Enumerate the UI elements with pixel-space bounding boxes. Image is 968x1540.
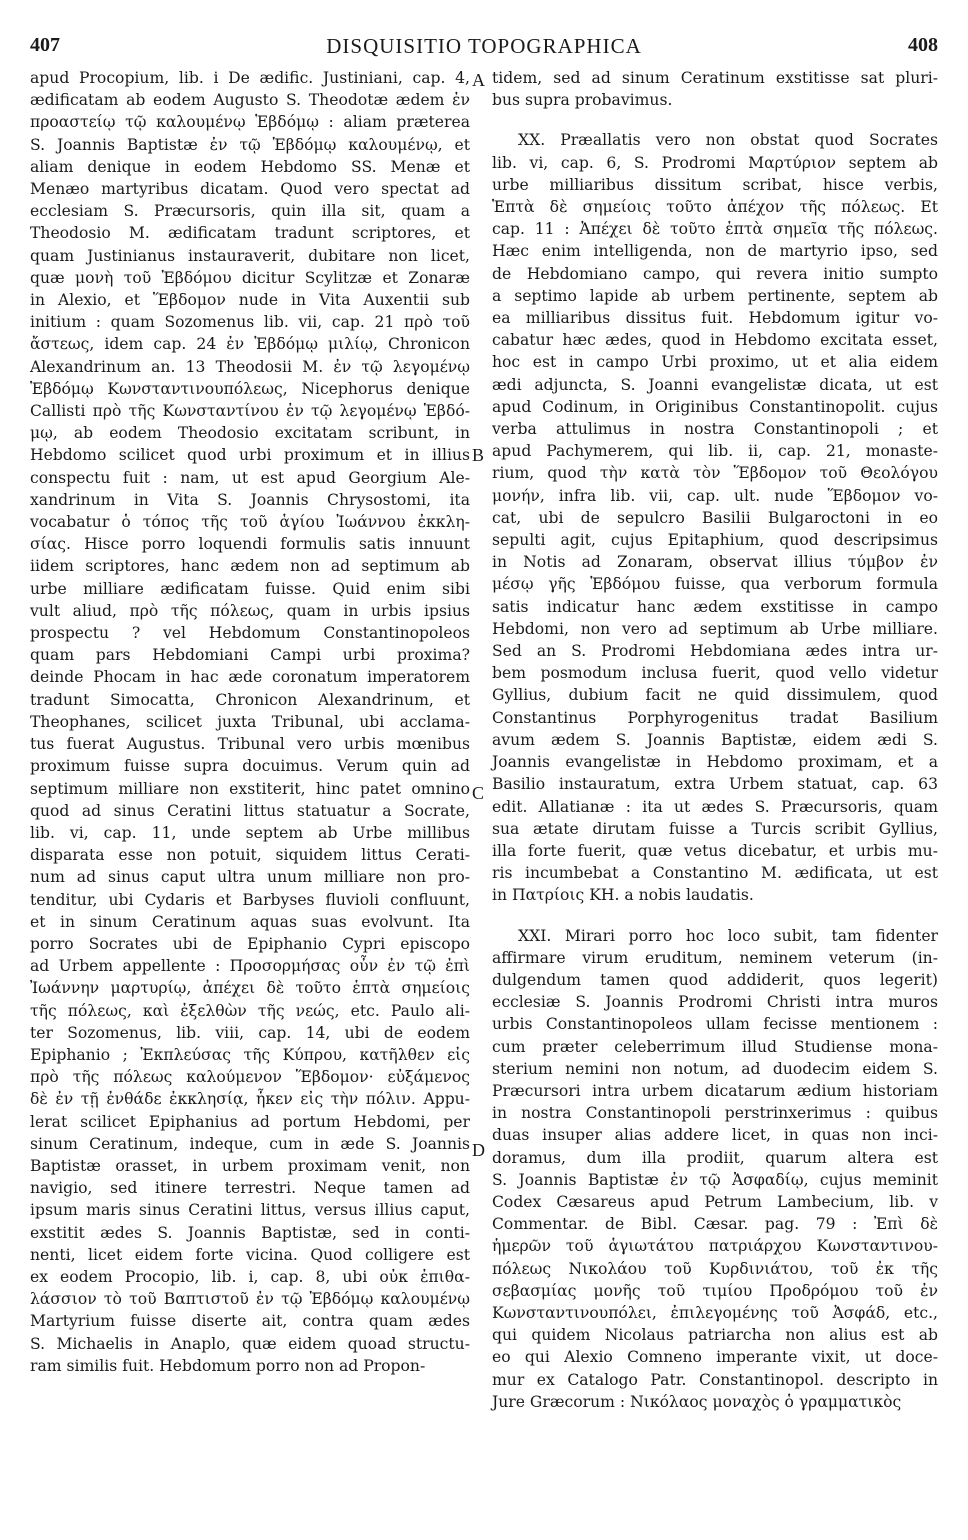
text-line: urbe milliaribus dissitum scribat, hisce verbis, [492, 175, 938, 194]
text-line: Ἰωάννην μαρτυρίῳ, ἀπέχει δὲ τοῦτο ἑπτὰ σημείοις [30, 979, 470, 998]
text-line: apud Codinum, in Originibus Constantinopolit. cujus [492, 397, 938, 416]
text-line: duas insuper alias addere licet, in quas non inci- [492, 1126, 938, 1145]
text-line: XXI. Mirari porro hoc loco subit, tam fidenter [518, 926, 938, 945]
text-line: ecclesiam S. Præcursoris, quin illa sit, quam a [30, 202, 470, 221]
text-line: tenditur, ubi Cydaris et Barbyses fluvioli confluunt, [30, 890, 470, 909]
text-line: avum ædem S. Joannis Baptistæ, eidem ædi S. [492, 730, 938, 749]
text-line: Alexandrinum an. 13 Theodosii M. ἐν τῷ λεγομένῳ [30, 357, 470, 376]
text-line: ipsum maris sinus Ceratini littus, versus illius caput, [30, 1201, 470, 1220]
margin-letter-b: B [472, 445, 485, 465]
text-line: Sed an S. Prodromi Hebdomiana ædes intra ur- [492, 642, 938, 661]
text-line: tus fuerat Augustus. Tribunal vero urbis mœnibus [30, 735, 470, 754]
margin-letter-c: C [472, 783, 485, 803]
text-line: sua ætate dirutam fuisse a Turcis scribit Gyllius, [492, 819, 938, 838]
text-line: nenti, licet eidem forte vicina. Quod colligere est [30, 1245, 470, 1264]
text-line: μῳ, ab eodem Theodosio excitatam scribunt, in [30, 424, 470, 443]
right-column [492, 67, 938, 1413]
text-line: septimum milliare non exstiterit, hinc patet omnino [30, 779, 470, 798]
text-line: bus supra probavimus. [492, 91, 673, 110]
text-line: σίας. Hisce porro loquendi formulis satis innuunt [30, 535, 470, 554]
text-line: ædi adjuncta, S. Joanni evangelistæ dicata, ut est [492, 375, 938, 394]
text-line: urbe milliare ædificatam fuisse. Quid enim sibi [30, 579, 470, 598]
text-line: mur ex Catalogo Patr. Constantinopol. descripto in [492, 1370, 938, 1389]
text-line: Præcursori intra urbem dicatarum ædium historiam [492, 1081, 938, 1100]
text-line: in nostra Constantinopoli perstrinxerimus : quibus [492, 1104, 938, 1123]
text-line: λάσσιον τὸ τοῦ Βαπτιστοῦ ἐν τῷ Ἑβδόμῳ καλουμένῳ [30, 1290, 470, 1309]
text-line: vocabatur ὁ τόπος τῆς τοῦ ἁγίου Ἰωάννου ἐκκλη- [30, 513, 470, 532]
text-line: ædificatam ab eodem Augusto S. Theodotæ ædem ἐν [30, 91, 470, 110]
text-line: Hebdomi, non vero ad septimum ab Urbe milliare. [492, 619, 938, 638]
text-line: porro Socrates ubi de Epiphanio Cypri episcopo [30, 934, 470, 953]
text-line: urbis Constantinopoleos ullam fecisse mentionem : [492, 1015, 938, 1034]
text-line: navigio, sed itinere terrestri. Neque tamen ad [30, 1179, 470, 1198]
text-line: satis indicatur hanc ædem exstitisse in campo [492, 597, 938, 616]
text-line: ecclesiæ S. Joannis Prodromi Christi intra muros [492, 993, 938, 1012]
text-line: Commentar. de Bibl. Cæsar. pag. 79 : Ἐπὶ δὲ [492, 1215, 938, 1234]
text-line: conspectu fuit : nam, ut est apud Georgium Ale- [30, 468, 470, 487]
text-line: ad Urbem appellente : Προσορμήσας οὖν ἐν τῷ ἐπὶ [30, 957, 470, 976]
text-line: in Πατρίοις KH. a nobis laudatis. [492, 886, 754, 905]
text-line: verba attulimus in nostra Constantinopoli ; et [492, 420, 938, 439]
text-line: Jure Græcorum : Νικόλαος μοναχὸς ὁ γραμματικὸς [492, 1392, 902, 1411]
text-line: apud Pachymerem, qui lib. ii, cap. 21, monaste- [492, 442, 938, 461]
page-number-right: 408 [908, 34, 938, 56]
text-line: in Alexio, et Ἕβδομον nude in Vita Auxentii sub [30, 291, 470, 310]
text-line: de Hebdomiano campo, qui revera initio sumpto [492, 264, 938, 283]
text-line: προαστείῳ τῷ καλουμένῳ Ἑβδόμῳ : aliam præterea [30, 113, 470, 132]
page-number-left: 407 [30, 34, 60, 56]
text-line: disparata esse non potuit, siquidem littus Cerati- [30, 846, 470, 865]
text-line: Ἑπτὰ δὲ σημείοις τοῦτο ἀπέχον τῆς πόλεως. Et [492, 198, 938, 217]
text-line: num ad sinus caput ultra unum milliare non pro- [30, 868, 470, 887]
text-line: a septimo lapide ab urbem pertinente, septem ab [492, 286, 938, 305]
text-line: dulgendum tamen quod addiderit, quos legerit) [492, 970, 938, 989]
running-title: DISQUISITIO TOPOGRAPHICA [326, 34, 642, 58]
text-line: et in sinum Ceratinum aquas suas evolvunt. Ita [30, 912, 470, 931]
text-line: tradunt Simocatta, Chronicon Alexandrinum, et [30, 690, 470, 709]
text-line: Menæo martyribus dicatam. Quod vero spectat ad [30, 180, 470, 199]
text-line: qui quidem Nicolaus patriarcha non alius est ab [492, 1326, 938, 1345]
text-line: quæ μονὴ τοῦ Ἑβδόμου dicitur Scylitzæ et Zonaræ [30, 268, 470, 287]
text-line: apud Procopium, lib. i De ædific. Justiniani, cap. 4, [30, 69, 470, 87]
text-line: lib. vi, cap. 6, S. Prodromi Μαρτύριον septem ab [492, 153, 938, 172]
text-line: Κωνσταντινουπόλει, ἐπιλεγομένης τοῦ Ἀσφάδ, etc., [492, 1303, 938, 1322]
text-line: δὲ ἐν τῇ ἐνθάδε ἐκκλησίᾳ, ἧκεν εἰς τὴν πόλιν. Appu- [30, 1090, 470, 1109]
text-line: in Notis ad Zonaram, observat illius τύμβον ἐν [492, 553, 938, 572]
text-line: initium : quam Sozomenus lib. vii, cap. 21 πρὸ τοῦ [30, 313, 470, 332]
text-line: lib. vi, cap. 11, unde septem ab Urbe millibus [30, 823, 470, 842]
text-line: bem posmodum inclusa fuerit, quod vello videtur [492, 664, 938, 683]
margin-letter-a: A [472, 70, 485, 90]
text-line: tidem, sed ad sinum Ceratinum exstitisse sat pluri- [492, 69, 938, 87]
text-line: quam Justinianus instauraverit, dubitare non licet, [30, 246, 470, 265]
text-line: Codex Cæsareus apud Petrum Lambecium, lib. v [492, 1192, 938, 1211]
text-line: rium, quod τὴν κατὰ τὸν Ἕβδομον τοῦ Θεολόγου [492, 464, 938, 483]
text-line: Theophanes, scilicet juxta Tribunal, ubi acclama- [30, 712, 470, 731]
text-line: deinde Phocam in hac æde coronatum imperatorem [30, 668, 470, 687]
text-line: Constantinus Porphyrogenitus tradat Basilium [492, 708, 938, 727]
text-line: Ἑβδόμῳ Κωνσταντινουπόλεως, Nicephorus denique [30, 379, 470, 398]
text-line: Basilio instauratum, extra Urbem statuat, cap. 63 [492, 775, 938, 794]
text-line: ram similis fuit. Hebdomum porro non ad Propon- [30, 1356, 426, 1375]
text-line: Baptistæ orasset, in urbem proximam venit, non [30, 1156, 470, 1175]
text-line: S. Joannis Baptistæ ἐν τῷ Ἀσφαδίῳ, cujus meminit [492, 1170, 938, 1189]
text-line: S. Joannis Baptistæ ἐν τῷ Ἑβδόμῳ καλουμένῳ, et [30, 135, 470, 154]
text-line: ἡμερῶν τοῦ ἁγιωτάτου πατριάρχου Κωνσταντινου- [492, 1237, 938, 1256]
text-line: πρὸ τῆς πόλεως καλούμενον Ἕβδομον· εὐξάμενος [30, 1068, 470, 1087]
text-line: prospectu ? vel Hebdomum Constantinopoleos [30, 624, 470, 643]
text-line: τῆς πόλεως, καὶ ἐξελθὼν τῆς νεώς, etc. Paulo ali- [30, 1001, 470, 1020]
text-line: xandrinum in Vita S. Joannis Chrysostomi, ita [30, 490, 470, 509]
text-line: sepulti agit, cujus Epitaphium, quod descripsimus [492, 531, 938, 550]
text-line: cat, ubi de sepulcro Basilii Bulgaroctoni in eo [492, 508, 938, 527]
text-line: XX. Præallatis vero non obstat quod Socrates [518, 131, 938, 150]
text-line: Joannis evangelistæ in Hebdomo proximam, et a [492, 753, 938, 772]
text-line: sterium nemini non notum, ad duodecim eidem S. [492, 1059, 938, 1078]
text-line: ἄστεως, idem cap. 24 ἐν Ἑβδόμῳ μιλίῳ, Chronicon [30, 335, 470, 354]
text-line: ris incumbebat a Constantino M. ædificata, ut est [492, 864, 938, 883]
text-line: lerat scilicet Epiphanius ad portum Hebdomi, per [30, 1112, 470, 1131]
text-line: cum præter celeberrimum illud Studiense mona- [492, 1037, 938, 1056]
text-line: Gyllius, dubium facit ne quid dissimulem, quod [492, 686, 938, 705]
left-column [30, 67, 470, 1377]
text-line: Theodosio M. ædificatam tradunt scriptores, et [30, 224, 470, 243]
right-column-intro [492, 67, 938, 111]
section-xx [492, 129, 938, 906]
margin-letter-d: D [472, 1140, 485, 1160]
text-line: ex eodem Procopio, lib. i, cap. 8, ubi οὐκ ἐπιθα- [30, 1267, 470, 1286]
text-line: quam pars Hebdomiani Campi urbi proxima? [30, 646, 470, 665]
text-line: ter Sozomenus, lib. viii, cap. 14, ubi de eodem [30, 1023, 470, 1042]
text-line: S. Michaelis in Anaplo, quæ eidem quoad structu- [30, 1334, 470, 1353]
text-line: edit. Allatianæ : ita ut ædes S. Præcursoris, quam [492, 797, 938, 816]
text-line: affirmare virum eruditum, neminem veterum (in- [492, 948, 938, 967]
text-line: μέσῳ γῆς Ἑβδόμου fuisse, qua verborum formula [492, 575, 938, 594]
text-line: sinum Ceratinum, indeque, cum in æde S. Joannis [30, 1134, 470, 1153]
text-line: eo qui Alexio Comneno imperante vixit, ut doce- [492, 1348, 938, 1367]
text-line: Epiphanio ; Ἐκπλεύσας τῆς Κύπρου, κατῆλθεν εἰς [30, 1045, 470, 1064]
text-line: proximum fuisse supra docuimus. Verum quin ad [30, 757, 470, 776]
text-line: πόλεως Νικολάου τοῦ Κυρδινιάτου, τοῦ ἐκ τῆς [492, 1259, 938, 1278]
text-line: iidem scriptores, hanc ædem non ad septimum ab [30, 557, 470, 576]
text-line: doramus, dum illa prodiit, quarum altera est [492, 1148, 938, 1167]
text-line: cap. 11 : Ἀπέχει δὲ τοῦτο ἑπτὰ σημεῖα τῆς πόλεως. [492, 220, 938, 239]
text-line: Hebdomo scilicet quod urbi proximum et in illius [30, 446, 470, 465]
text-line: σεβασμίας μονῆς τοῦ τιμίου Προδρόμου τοῦ ἐν [492, 1281, 938, 1300]
text-line: exstitit ædes S. Joannis Baptistæ, sed in conti- [30, 1223, 470, 1242]
text-line: illa forte fuerit, quæ vetus dicebatur, et urbis mu- [492, 841, 938, 860]
text-line: ea milliaribus dissitus fuit. Hebdomum igitur vo- [492, 309, 938, 328]
section-xxi [492, 925, 938, 1413]
text-line: aliam denique in eodem Hebdomo SS. Menæ et [30, 157, 470, 176]
text-line: hoc est in campo Urbi proximo, ut et alia eidem [492, 353, 938, 372]
text-line: Callisti πρὸ τῆς Κωνσταντίνου ἐν τῷ λεγομένῳ Ἑβδό- [30, 402, 470, 421]
page-header [30, 34, 938, 62]
text-line: cabatur hæc ædes, quod in Hebdomo excitata esset, [492, 331, 938, 350]
text-line: μονήν, infra lib. vii, cap. ult. nude Ἕβδομον vo- [492, 486, 938, 505]
text-line: quod ad sinus Ceratini littus statuatur a Socrate, [30, 801, 470, 820]
text-line: Hæc enim intelligenda, non de martyrio ipso, sed [492, 242, 938, 261]
text-line: Martyrium fuisse diserte ait, contra quam ædes [30, 1312, 470, 1331]
text-line: vult aliud, πρὸ τῆς πόλεως, quam in urbis ipsius [30, 601, 470, 620]
